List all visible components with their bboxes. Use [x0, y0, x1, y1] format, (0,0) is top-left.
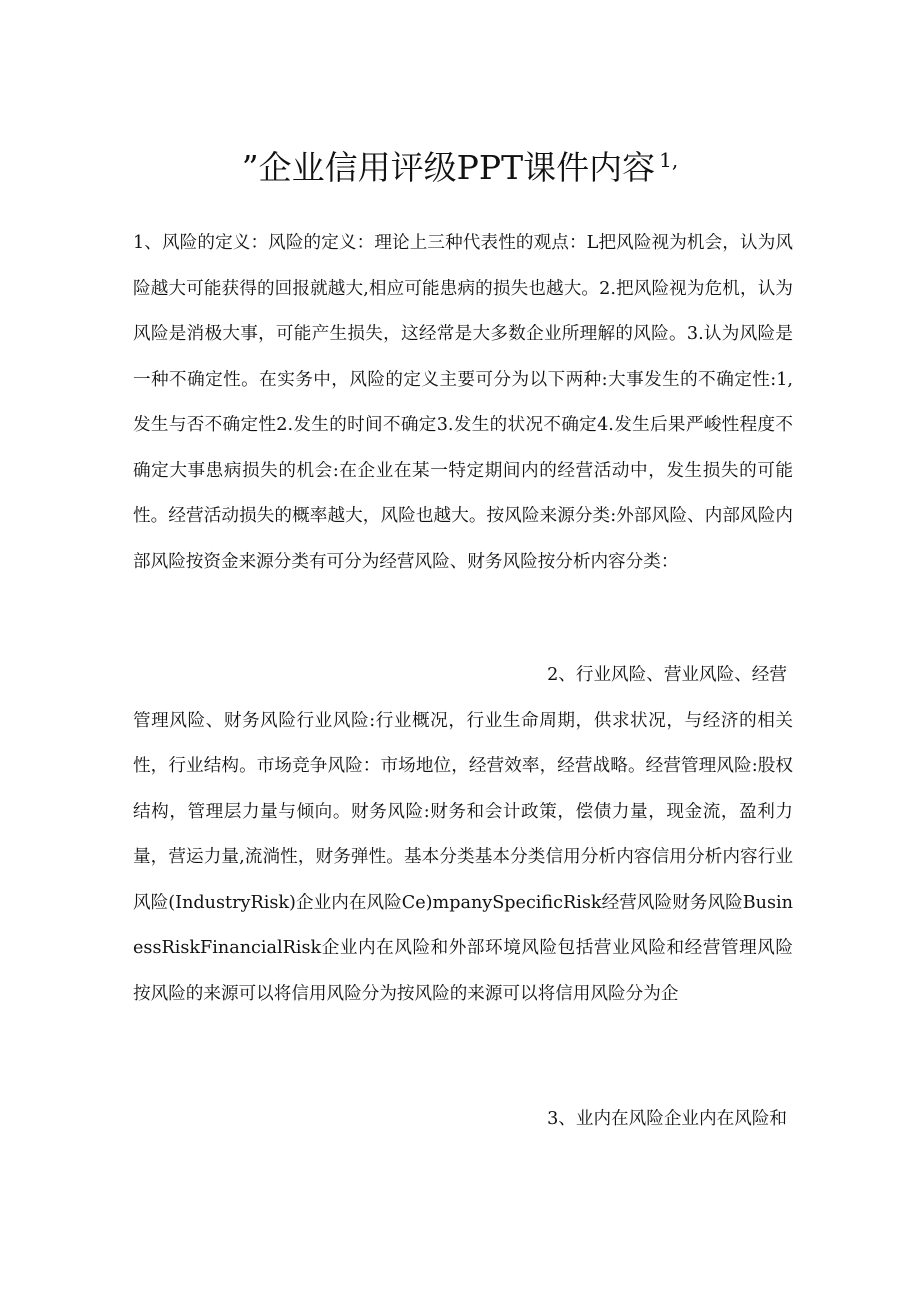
- title-footnote-mark: 1,: [659, 148, 679, 172]
- paragraph-internal-risk: [133, 1097, 793, 1143]
- paragraph-risk-definition: [133, 221, 793, 585]
- paragraph-lead: 3、业内在风险企业内在风险和: [547, 1109, 787, 1129]
- paragraph-risk-categories: [133, 653, 793, 1017]
- paragraph-lead: 2、行业风险、营业风险、经营: [547, 665, 787, 685]
- paragraph-body: 1、风险的定义：风险的定义：理论上三种代表性的观点：L把风险视为机会，认为风险越大可能获得的回报就越大,相应可能患病的损失也越大。2.把风险视为危机，认为风险是消极大事，可能产生损失，这经常是大多数企业所理解的风险。3.认为风险是一种不确定性。在实务中，风险的定义主要可分为以下两种:大事发生的不确定性:1,发生与否不确定性2.发生的时间不确定3.发生的状况不确定4.发生后果严峻性程度不确定大事患病损失的机会:在企业在某一特定期间内的经营活动中，发生损失的可能性。经营活动损失的概率越大，风险也越大。按风险来源分类:外部风险、内部风险内部风险按资金来源分类有可分为经营风险、财务风险按分析内容分类：: [133, 233, 793, 572]
- paragraph-body: 管理风险、财务风险行业风险:行业概况，行业生命周期，供求状况，与经济的相关性，行业结构。市场竞争风险：市场地位，经营效率，经营战略。经营管理风险:股权结构，管理层力量与倾向。财务风险:财务和会计政策，偿债力量，现金流，盈利力量，营运力量,流淌性，财务弹性。基本分类基本分类信用分析内容信用分析内容行业风险(IndustryRisk)企业内在风险Ce)mpanySpecificRisk经营风险财务风险BusinessRiskFinancialRisk企业内在风险和外部环境风险包括营业风险和经营管理风险按风险的来源可以将信用风险分为按风险的来源可以将信用风险分为企: [133, 710, 793, 1004]
- document-title: [0, 130, 920, 198]
- document-title-text: ”企业信用评级PPT课件内容: [241, 148, 656, 187]
